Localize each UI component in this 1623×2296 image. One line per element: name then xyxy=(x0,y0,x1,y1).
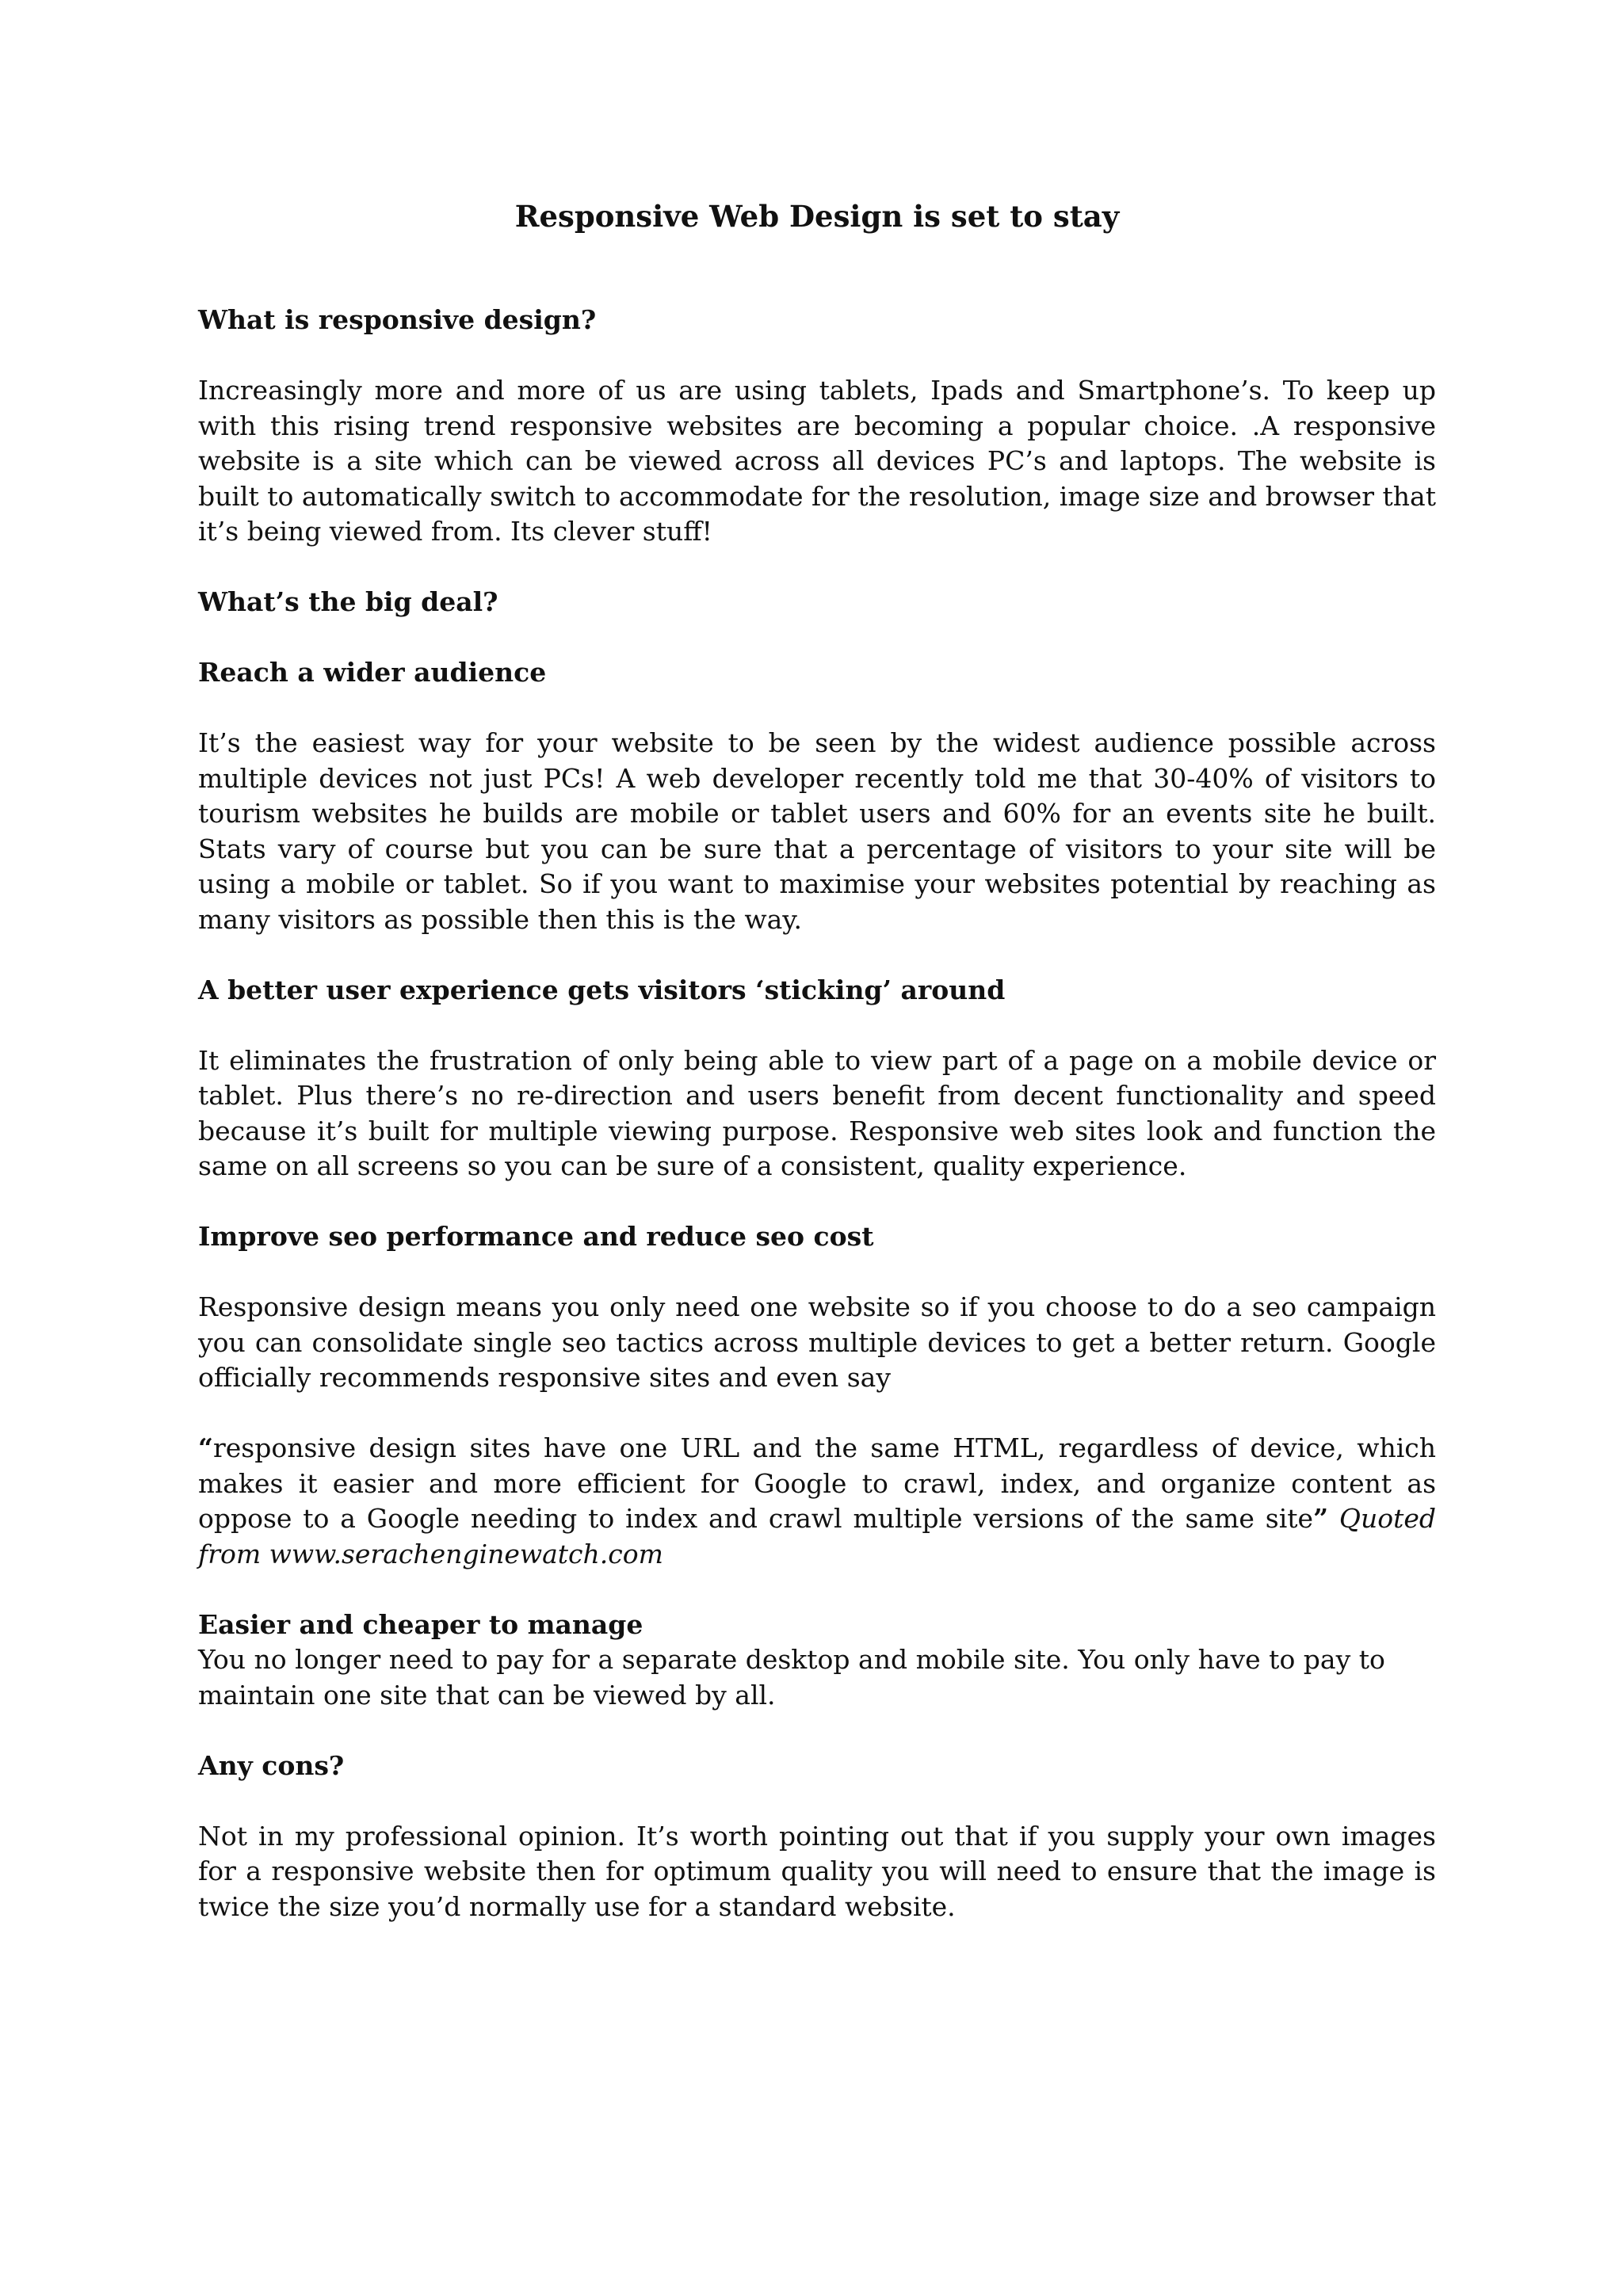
quote-source: Quoted from www.serachenginewatch.com xyxy=(198,1503,1436,1569)
heading-user-experience: A better user experience gets visitors ‘sticking’ around xyxy=(198,974,1006,1005)
page-title: Responsive Web Design is set to stay xyxy=(514,199,1120,234)
quote-close-mark: ” xyxy=(1313,1503,1329,1534)
heading-what-is-responsive-design: What is responsive design? xyxy=(198,304,597,335)
document-page xyxy=(198,0,1436,1924)
paragraph-user-experience: It eliminates the frustration of only being able to view part of a page on a mobile device or tablet. Plus there’s no re-direction and users benefit from decent functionality and speed because it’s built for multiple viewing purpose. Responsive web sites look and function the same on all screens so you can be sure of a consistent, quality experience. xyxy=(198,1044,1436,1181)
paragraph-cheaper: You no longer need to pay for a separate desktop and mobile site. You only have to pay to maintain one site that can be viewed by all. xyxy=(198,1644,1385,1711)
seo-quote-text: responsive design sites have one URL and the same HTML, regardless of device, which makes it easier and more efficient for Google to crawl, index, and organize content as oppose to a Google needing to index and crawl multiple versions of the same site xyxy=(198,1432,1436,1534)
heading-big-deal: What’s the big deal? xyxy=(198,586,498,617)
heading-wider-audience: Reach a wider audience xyxy=(198,657,547,688)
seo-quote-block xyxy=(198,1431,1436,1572)
heading-seo: Improve seo performance and reduce seo cost xyxy=(198,1221,874,1252)
paragraph-seo: Responsive design means you only need one website so if you choose to do a seo campaign you can consolidate single seo tactics across multiple devices to get a better return. Google officially recommends responsive sites and even say xyxy=(198,1291,1436,1393)
paragraph-any-cons: Not in my professional opinion. It’s worth pointing out that if you supply your own images for a responsive website then for optimum quality you will need to ensure that the image is twice the size you’d normally use for a standard website. xyxy=(198,1820,1436,1922)
paragraph-wider-audience: It’s the easiest way for your website to be seen by the widest audience possible across multiple devices not just PCs! A web developer recently told me that 30-40% of visitors to tourism websites he builds are mobile or tablet users and 60% for an events site he built. Stats vary of course but you can be sure that a percentage of visitors to your site will be using a mobile or tablet. So if you want to maximise your websites potential by reaching as many visitors as possible then this is the way. xyxy=(198,727,1436,935)
paragraph-what-is-responsive-design: Increasingly more and more of us are using tablets, Ipads and Smartphone’s. To keep up with this rising trend responsive websites are becoming a popular choice. .A responsive website is a site which can be viewed across all devices PC’s and laptops. The website is built to automatically switch to accommodate for the resolution, image size and browser that it’s being viewed from. Its clever stuff! xyxy=(198,375,1436,547)
heading-any-cons: Any cons? xyxy=(198,1749,345,1781)
quote-open-mark: “ xyxy=(198,1432,213,1463)
heading-cheaper: Easier and cheaper to manage xyxy=(198,1608,643,1640)
